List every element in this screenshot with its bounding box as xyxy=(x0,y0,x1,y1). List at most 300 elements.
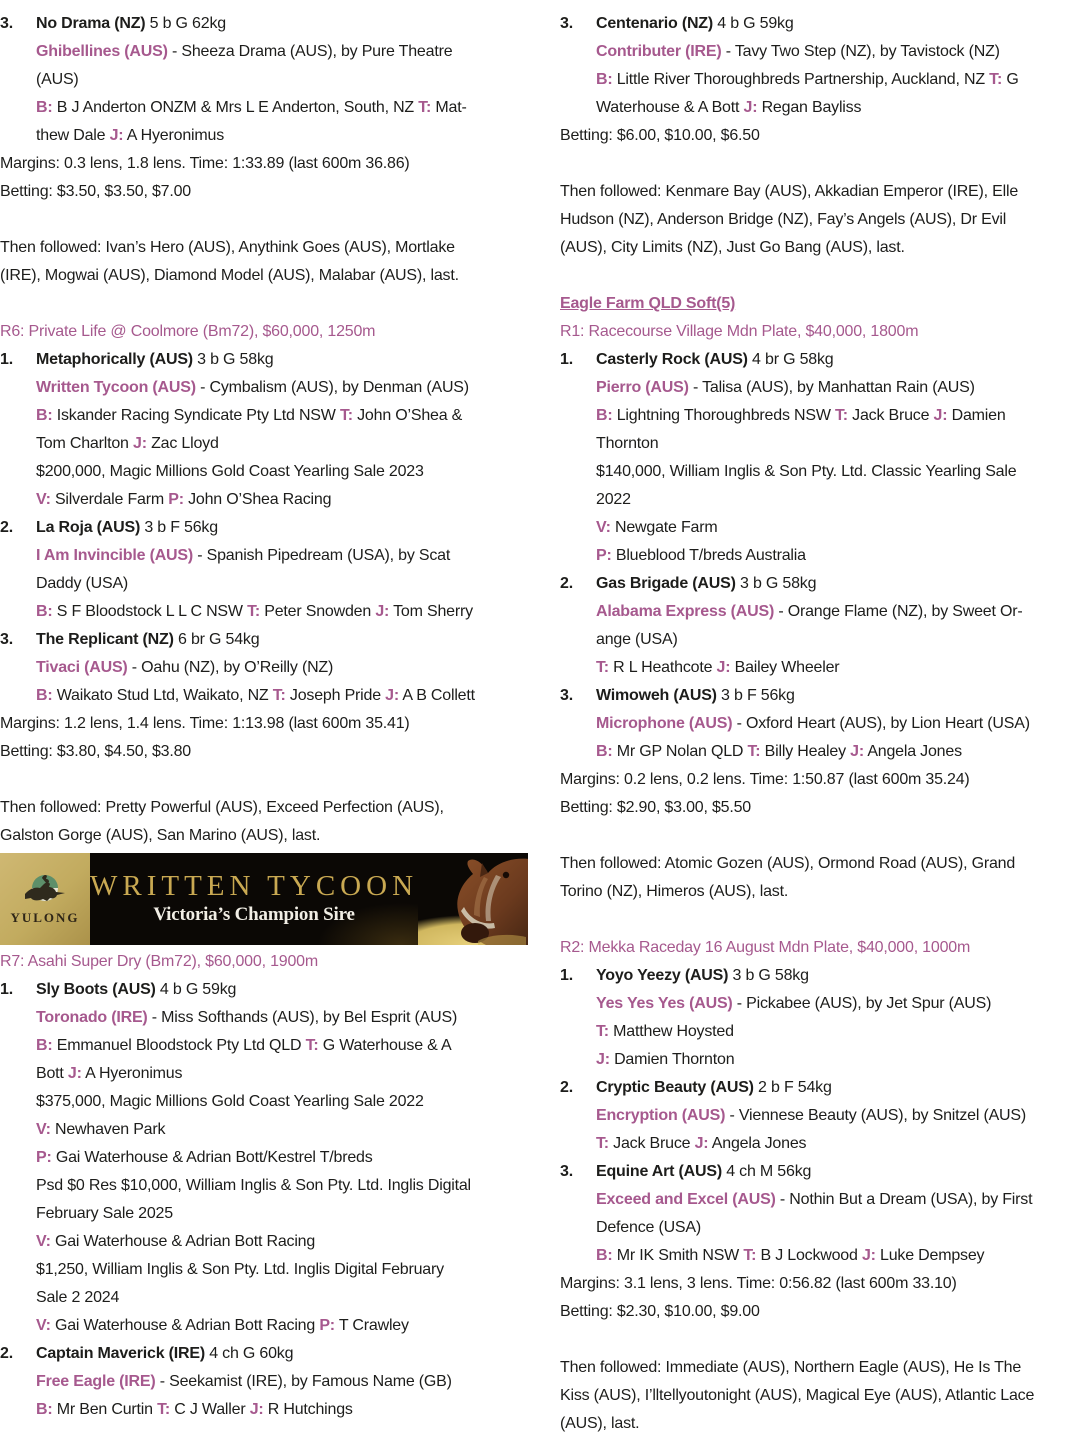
text-line xyxy=(0,1172,528,1200)
sire-or-label: Microphone (AUS) xyxy=(596,715,733,732)
sire-or-label: T: xyxy=(418,99,432,116)
banner-subtitle: Victoria’s Champion Sire xyxy=(153,904,355,925)
meeting-header xyxy=(560,290,1088,318)
text-line xyxy=(560,234,1088,262)
plain-text: C J Waller xyxy=(170,1401,250,1418)
plain-text: John O’Shea & xyxy=(352,407,463,424)
plain-text: Little River Thoroughbreds Partnership, Auckland, NZ xyxy=(612,71,990,88)
plain-text: 4 br G 58kg xyxy=(747,351,834,368)
text-line xyxy=(560,178,1088,206)
text-line xyxy=(560,1242,1088,1270)
text-line xyxy=(0,66,528,94)
plain-text: Betting: $3.80, $4.50, $3.80 xyxy=(0,743,192,760)
plain-text: - Tavy Two Step (NZ), by Tavistock (NZ) xyxy=(721,43,1000,60)
text-line xyxy=(560,514,1088,542)
text-line xyxy=(560,654,1088,682)
sire-or-label: P: xyxy=(319,1317,335,1334)
text-line xyxy=(0,374,528,402)
plain-text: $140,000, William Inglis & Son Pty. Ltd. Classic Yearling Sale xyxy=(596,463,1017,480)
sire-or-label: B: xyxy=(36,99,53,116)
text-line xyxy=(560,1018,1088,1046)
sire-or-label: T: xyxy=(305,1037,319,1054)
sire-or-label: Ghibellines (AUS) xyxy=(36,43,168,60)
plain-text: Then followed: Kenmare Bay (AUS), Akkadian Emperor (IRE), Elle xyxy=(560,183,1019,200)
plain-text: Margins: 0.2 lens, 0.2 lens. Time: 1:50.87 (last 600m 35.24) xyxy=(560,771,970,788)
plain-text: Tom Charlton xyxy=(36,435,133,452)
plain-text: (AUS), City Limits (NZ), Just Go Bang (AUS), last. xyxy=(560,239,905,256)
plain-text: Defence (USA) xyxy=(596,1219,701,1236)
sire-or-label: V: xyxy=(36,1121,51,1138)
sire-or-label: J: xyxy=(67,1065,82,1082)
text-line xyxy=(560,458,1088,486)
plain-text: - Talisa (AUS), by Manhattan Rain (AUS) xyxy=(688,379,975,396)
plain-text: S F Bloodstock L L C NSW xyxy=(52,603,248,620)
text-line xyxy=(560,1354,1088,1382)
sire-or-label: J: xyxy=(694,1135,709,1152)
plain-text: - Sheeza Drama (AUS), by Pure Theatre xyxy=(167,43,453,60)
sire-or-label: T: xyxy=(834,407,848,424)
paragraph-gap xyxy=(0,290,528,318)
runner-name: No Drama (NZ) xyxy=(36,15,146,32)
left-column xyxy=(0,10,528,1438)
right-column xyxy=(560,10,1088,1438)
plain-text: Hudson (NZ), Anderson Bridge (NZ), Fay’s Angels (AUS), Dr Evil xyxy=(560,211,1007,228)
runner-entry-line xyxy=(560,962,1088,990)
plain-text: Daddy (USA) xyxy=(36,575,129,592)
text-line xyxy=(560,710,1088,738)
text-line xyxy=(0,402,528,430)
runner-position: 2. xyxy=(0,1345,13,1362)
text-line xyxy=(560,486,1088,514)
text-line xyxy=(0,150,528,178)
race-header-text: R6: Private Life @ Coolmore (Bm72), $60,000, 1250m xyxy=(0,323,376,340)
plain-text: 4 b G 59kg xyxy=(155,981,237,998)
text-line xyxy=(0,1060,528,1088)
sire-or-label: B: xyxy=(36,1401,53,1418)
plain-text: Damien xyxy=(947,407,1006,424)
plain-text: Gai Waterhouse & Adrian Bott/Kestrel T/breds xyxy=(51,1149,373,1166)
sire-or-label: Exceed and Excel (AUS) xyxy=(596,1191,776,1208)
plain-text: A Hyeronimus xyxy=(81,1065,183,1082)
paragraph-gap xyxy=(0,206,528,234)
sire-or-label: Yes Yes Yes (AUS) xyxy=(596,995,733,1012)
plain-text: 2022 xyxy=(596,491,631,508)
sire-or-label: J: xyxy=(133,435,147,452)
text-line xyxy=(0,1396,528,1424)
sire-or-label: J: xyxy=(385,687,399,704)
sire-or-label: Written Tycoon (AUS) xyxy=(36,379,196,396)
plain-text: - Spanish Pipedream (USA), by Scat xyxy=(193,547,451,564)
text-line xyxy=(0,486,528,514)
plain-text: R L Heathcote xyxy=(608,659,717,676)
runner-position: 1. xyxy=(560,967,573,984)
plain-text: Galston Gorge (AUS), San Marino (AUS), last. xyxy=(0,827,321,844)
plain-text: 6 br G 54kg xyxy=(173,631,260,648)
runner-position: 1. xyxy=(0,981,13,998)
runner-name: Gas Brigade (AUS) xyxy=(596,575,736,592)
text-line xyxy=(560,66,1088,94)
text-line xyxy=(560,738,1088,766)
text-line xyxy=(0,794,528,822)
text-line xyxy=(0,458,528,486)
text-line xyxy=(560,1130,1088,1158)
text-line xyxy=(0,542,528,570)
plain-text: Blueblood T/breds Australia xyxy=(611,547,806,564)
sire-or-label: B: xyxy=(36,407,53,424)
plain-text: Torino (NZ), Himeros (AUS), last. xyxy=(560,883,789,900)
plain-text: $1,250, William Inglis & Son Pty. Ltd. Inglis Digital February xyxy=(36,1261,444,1278)
plain-text: $200,000, Magic Millions Gold Coast Yearling Sale 2023 xyxy=(36,463,424,480)
plain-text: Mr IK Smith NSW xyxy=(612,1247,744,1264)
race-header-text: R1: Racecourse Village Mdn Plate, $40,000, 1800m xyxy=(560,323,919,340)
text-line xyxy=(560,402,1088,430)
plain-text: Lightning Thoroughbreds NSW xyxy=(612,407,835,424)
runner-name: Metaphorically (AUS) xyxy=(36,351,193,368)
text-line xyxy=(0,1032,528,1060)
sire-or-label: B: xyxy=(36,1037,53,1054)
text-line xyxy=(0,822,528,850)
text-line xyxy=(560,598,1088,626)
sire-or-label: J: xyxy=(596,1051,610,1068)
sire-or-label: Alabama Express (AUS) xyxy=(596,603,775,620)
text-line xyxy=(0,1144,528,1172)
horse-head-illustration xyxy=(418,853,528,945)
plain-text: Newgate Farm xyxy=(610,519,718,536)
race-header-text: R2: Mekka Raceday 16 August Mdn Plate, $40,000, 1000m xyxy=(560,939,971,956)
yulong-logo xyxy=(0,853,90,945)
sire-or-label: T: xyxy=(989,71,1003,88)
runner-entry-line xyxy=(0,346,528,374)
plain-text: B J Anderton ONZM & Mrs L E Anderton, South, NZ xyxy=(52,99,419,116)
plain-text: 3 b F 56kg xyxy=(140,519,218,536)
plain-text: - Oxford Heart (AUS), by Lion Heart (USA) xyxy=(732,715,1030,732)
plain-text: A B Collett xyxy=(399,687,475,704)
sire-or-label: T: xyxy=(157,1401,171,1418)
plain-text: 2 b F 54kg xyxy=(753,1079,832,1096)
text-line xyxy=(0,738,528,766)
text-line xyxy=(0,1088,528,1116)
plain-text: (AUS), last. xyxy=(560,1415,640,1432)
text-line xyxy=(560,850,1088,878)
plain-text: Bailey Wheeler xyxy=(730,659,840,676)
plain-text: Kiss (AUS), I’lltellyoutonight (AUS), Magical Eye (AUS), Atlantic Lace xyxy=(560,1387,1035,1404)
plain-text: ange (USA) xyxy=(596,631,678,648)
runner-name: La Roja (AUS) xyxy=(36,519,141,536)
sire-or-label: V: xyxy=(36,1317,51,1334)
race-header xyxy=(560,318,1088,346)
runner-entry-line xyxy=(560,346,1088,374)
plain-text: - Cymbalism (AUS), by Denman (AUS) xyxy=(195,379,469,396)
text-line xyxy=(0,682,528,710)
runner-position: 3. xyxy=(560,15,573,32)
text-line xyxy=(0,710,528,738)
paragraph-gap xyxy=(560,1326,1088,1354)
plain-text: Jack Bruce xyxy=(847,407,934,424)
plain-text: Regan Bayliss xyxy=(757,99,862,116)
sire-or-label: J: xyxy=(716,659,731,676)
plain-text: - Oahu (NZ), by O’Reilly (NZ) xyxy=(127,659,334,676)
text-line xyxy=(0,94,528,122)
text-line xyxy=(0,178,528,206)
plain-text: Joseph Pride xyxy=(285,687,386,704)
plain-text: February Sale 2025 xyxy=(36,1205,173,1222)
runner-position: 2. xyxy=(560,575,573,592)
plain-text: Damien Thornton xyxy=(609,1051,735,1068)
sire-or-label: Contributer (IRE) xyxy=(596,43,722,60)
plain-text: 4 ch G 60kg xyxy=(204,1345,294,1362)
runner-entry-line xyxy=(0,514,528,542)
text-line xyxy=(0,1284,528,1312)
sire-or-label: V: xyxy=(596,519,611,536)
plain-text: Iskander Racing Syndicate Pty Ltd NSW xyxy=(52,407,340,424)
runner-entry-line xyxy=(560,10,1088,38)
sire-or-label: J: xyxy=(249,1401,264,1418)
text-line xyxy=(0,1004,528,1032)
sire-or-label: Encryption (AUS) xyxy=(596,1107,726,1124)
runner-position: 3. xyxy=(560,1163,573,1180)
runner-position: 3. xyxy=(560,687,573,704)
sire-or-label: B: xyxy=(596,407,613,424)
plain-text: Bott xyxy=(36,1065,68,1082)
plain-text: Betting: $2.90, $3.00, $5.50 xyxy=(560,799,752,816)
plain-text: R Hutchings xyxy=(263,1401,353,1418)
plain-text: Mr Ben Curtin xyxy=(52,1401,158,1418)
text-line xyxy=(560,94,1088,122)
text-line xyxy=(560,1270,1088,1298)
text-line xyxy=(560,794,1088,822)
text-line xyxy=(0,1256,528,1284)
plain-text: Angela Jones xyxy=(708,1135,807,1152)
paragraph-gap xyxy=(560,150,1088,178)
plain-text: Betting: $6.00, $10.00, $6.50 xyxy=(560,127,760,144)
sire-or-label: P: xyxy=(36,1149,52,1166)
race-header xyxy=(0,318,528,346)
plain-text: thew Dale xyxy=(36,127,110,144)
text-line xyxy=(0,654,528,682)
plain-text: Betting: $3.50, $3.50, $7.00 xyxy=(0,183,192,200)
runner-name: Equine Art (AUS) xyxy=(596,1163,722,1180)
plain-text: - Seekamist (IRE), by Famous Name (GB) xyxy=(155,1373,452,1390)
sire-or-label: J: xyxy=(850,743,864,760)
runner-entry-line xyxy=(560,1158,1088,1186)
plain-text: 3 b F 56kg xyxy=(716,687,795,704)
sire-or-label: Pierro (AUS) xyxy=(596,379,689,396)
plain-text: Then followed: Immediate (AUS), Northern Eagle (AUS), He Is The xyxy=(560,1359,1022,1376)
plain-text: - Nothin But a Dream (USA), by First xyxy=(775,1191,1033,1208)
plain-text: Silverdale Farm xyxy=(50,491,169,508)
plain-text: Margins: 3.1 lens, 3 lens. Time: 0:56.82 (last 600m 33.10) xyxy=(560,1275,957,1292)
runner-entry-line xyxy=(560,570,1088,598)
runner-position: 2. xyxy=(560,1079,573,1096)
plain-text: Then followed: Pretty Powerful (AUS), Exceed Perfection (AUS), xyxy=(0,799,444,816)
sire-or-label: T: xyxy=(596,659,609,676)
runner-entry-line xyxy=(0,1340,528,1368)
runner-name: Cryptic Beauty (AUS) xyxy=(596,1079,754,1096)
plain-text: Gai Waterhouse & Adrian Bott Racing xyxy=(50,1317,320,1334)
paragraph-gap xyxy=(560,906,1088,934)
plain-text: 3 b G 58kg xyxy=(192,351,274,368)
plain-text: A Hyeronimus xyxy=(123,127,224,144)
sire-or-label: I Am Invincible (AUS) xyxy=(36,547,194,564)
text-line xyxy=(0,1200,528,1228)
text-line xyxy=(560,1102,1088,1130)
text-line xyxy=(0,262,528,290)
text-line xyxy=(560,38,1088,66)
plain-text: G Waterhouse & A xyxy=(318,1037,452,1054)
written-tycoon-ad-banner[interactable] xyxy=(0,853,528,945)
plain-text: 4 b G 59kg xyxy=(713,15,794,32)
sire-or-label: Free Eagle (IRE) xyxy=(36,1373,156,1390)
paragraph-gap xyxy=(560,822,1088,850)
plain-text: Thornton xyxy=(596,435,659,452)
sire-or-label: J: xyxy=(861,1247,876,1264)
yulong-horse-icon xyxy=(22,872,68,908)
banner-text-area xyxy=(90,853,418,945)
runner-position: 2. xyxy=(0,519,13,536)
text-line xyxy=(560,1186,1088,1214)
plain-text: Then followed: Ivan’s Hero (AUS), Anythink Goes (AUS), Mortlake xyxy=(0,239,455,256)
plain-text: 3 b G 58kg xyxy=(735,575,817,592)
text-line xyxy=(0,1116,528,1144)
runner-entry-line xyxy=(560,682,1088,710)
plain-text: Margins: 0.3 lens, 1.8 lens. Time: 1:33.89 (last 600m 36.86) xyxy=(0,155,410,172)
plain-text: B J Lockwood xyxy=(756,1247,862,1264)
plain-text: Zac Lloyd xyxy=(146,435,219,452)
banner-title: WRITTEN TYCOON xyxy=(90,870,419,902)
text-line xyxy=(0,430,528,458)
runner-name: Yoyo Yeezy (AUS) xyxy=(596,967,729,984)
runner-position: 3. xyxy=(0,631,13,648)
sire-or-label: B: xyxy=(596,1247,613,1264)
race-header xyxy=(560,934,1088,962)
text-line xyxy=(560,430,1088,458)
runner-entry-line xyxy=(0,976,528,1004)
plain-text: Peter Snowden xyxy=(260,603,376,620)
sire-or-label: T: xyxy=(272,687,286,704)
plain-text: 4 ch M 56kg xyxy=(721,1163,812,1180)
sire-or-label: V: xyxy=(36,491,51,508)
text-line xyxy=(560,374,1088,402)
horse-photo xyxy=(418,853,528,945)
sire-or-label: P: xyxy=(168,491,184,508)
plain-text: Angela Jones xyxy=(863,743,962,760)
plain-text: Betting: $2.30, $10.00, $9.00 xyxy=(560,1303,760,1320)
plain-text: Luke Dempsey xyxy=(875,1247,985,1264)
sire-or-label: V: xyxy=(36,1233,51,1250)
sire-or-label: T: xyxy=(743,1247,757,1264)
runner-name: Centenario (NZ) xyxy=(596,15,714,32)
plain-text: Tom Sherry xyxy=(389,603,473,620)
sire-or-label: Toronado (IRE) xyxy=(36,1009,148,1026)
plain-text: John O’Shea Racing xyxy=(183,491,332,508)
text-line xyxy=(560,626,1088,654)
text-line xyxy=(560,122,1088,150)
sire-or-label: J: xyxy=(743,99,758,116)
sire-or-label: T: xyxy=(339,407,353,424)
plain-text: Matthew Hoysted xyxy=(608,1023,734,1040)
sire-or-label: B: xyxy=(596,71,613,88)
plain-text: Mat- xyxy=(431,99,467,116)
text-line xyxy=(0,598,528,626)
text-line xyxy=(560,1046,1088,1074)
text-line xyxy=(0,1228,528,1256)
sire-or-label: B: xyxy=(36,603,53,620)
text-line xyxy=(560,766,1088,794)
runner-position: 3. xyxy=(0,15,13,32)
sire-or-label: B: xyxy=(596,743,613,760)
plain-text: Jack Bruce xyxy=(608,1135,695,1152)
plain-text: 3 b G 58kg xyxy=(728,967,809,984)
sire-or-label: P: xyxy=(596,547,612,564)
plain-text: Emmanuel Bloodstock Pty Ltd QLD xyxy=(52,1037,306,1054)
sire-or-label: T: xyxy=(596,1135,609,1152)
text-line xyxy=(560,1214,1088,1242)
text-line xyxy=(560,542,1088,570)
plain-text: Gai Waterhouse & Adrian Bott Racing xyxy=(50,1233,316,1250)
runner-name: Sly Boots (AUS) xyxy=(36,981,156,998)
sire-or-label: T: xyxy=(747,743,761,760)
yulong-wordmark: YULONG xyxy=(10,910,80,925)
text-line xyxy=(0,38,528,66)
plain-text: G xyxy=(1002,71,1019,88)
runner-name: Wimoweh (AUS) xyxy=(596,687,717,704)
text-line xyxy=(560,1410,1088,1438)
text-line xyxy=(0,1368,528,1396)
sire-or-label: J: xyxy=(109,127,124,144)
text-line xyxy=(0,234,528,262)
runner-name: Casterly Rock (AUS) xyxy=(596,351,748,368)
runner-name: The Replicant (NZ) xyxy=(36,631,174,648)
sire-or-label: B: xyxy=(36,687,53,704)
plain-text: - Orange Flame (NZ), by Sweet Or- xyxy=(774,603,1023,620)
plain-text: Then followed: Atomic Gozen (AUS), Ormond Road (AUS), Grand xyxy=(560,855,1016,872)
plain-text: - Miss Softhands (AUS), by Bel Esprit (AUS) xyxy=(147,1009,458,1026)
text-line xyxy=(0,570,528,598)
sire-or-label: T: xyxy=(247,603,260,620)
plain-text: Waikato Stud Ltd, Waikato, NZ xyxy=(52,687,273,704)
plain-text: Newhaven Park xyxy=(50,1121,166,1138)
runner-entry-line xyxy=(560,1074,1088,1102)
sire-or-label: Tivaci (AUS) xyxy=(36,659,128,676)
runner-name: Captain Maverick (IRE) xyxy=(36,1345,205,1362)
sire-or-label: J: xyxy=(375,603,390,620)
text-line xyxy=(560,878,1088,906)
plain-text: Psd $0 Res $10,000, William Inglis & Son Pty. Ltd. Inglis Digital xyxy=(36,1177,471,1194)
plain-text: - Pickabee (AUS), by Jet Spur (AUS) xyxy=(732,995,992,1012)
plain-text: - Viennese Beauty (AUS), by Snitzel (AUS) xyxy=(725,1107,1027,1124)
race-header xyxy=(0,948,528,976)
paragraph-gap xyxy=(0,766,528,794)
plain-text: Billy Healey xyxy=(760,743,851,760)
runner-entry-line xyxy=(0,626,528,654)
text-line xyxy=(560,1298,1088,1326)
plain-text: $375,000, Magic Millions Gold Coast Yearling Sale 2022 xyxy=(36,1093,424,1110)
sire-or-label: T: xyxy=(596,1023,609,1040)
plain-text: (IRE), Mogwai (AUS), Diamond Model (AUS), Malabar (AUS), last. xyxy=(0,267,459,284)
runner-entry-line xyxy=(0,10,528,38)
plain-text: (AUS) xyxy=(36,71,79,88)
runner-position: 1. xyxy=(560,351,573,368)
plain-text: T Crawley xyxy=(334,1317,409,1334)
plain-text: Margins: 1.2 lens, 1.4 lens. Time: 1:13.98 (last 600m 35.41) xyxy=(0,715,410,732)
text-line xyxy=(560,206,1088,234)
meeting-header-text: Eagle Farm QLD Soft(5) xyxy=(560,295,736,312)
plain-text: Sale 2 2024 xyxy=(36,1289,120,1306)
text-line xyxy=(560,990,1088,1018)
plain-text: Waterhouse & A Bott xyxy=(596,99,744,116)
plain-text: 5 b G 62kg xyxy=(145,15,226,32)
text-line xyxy=(0,1312,528,1340)
